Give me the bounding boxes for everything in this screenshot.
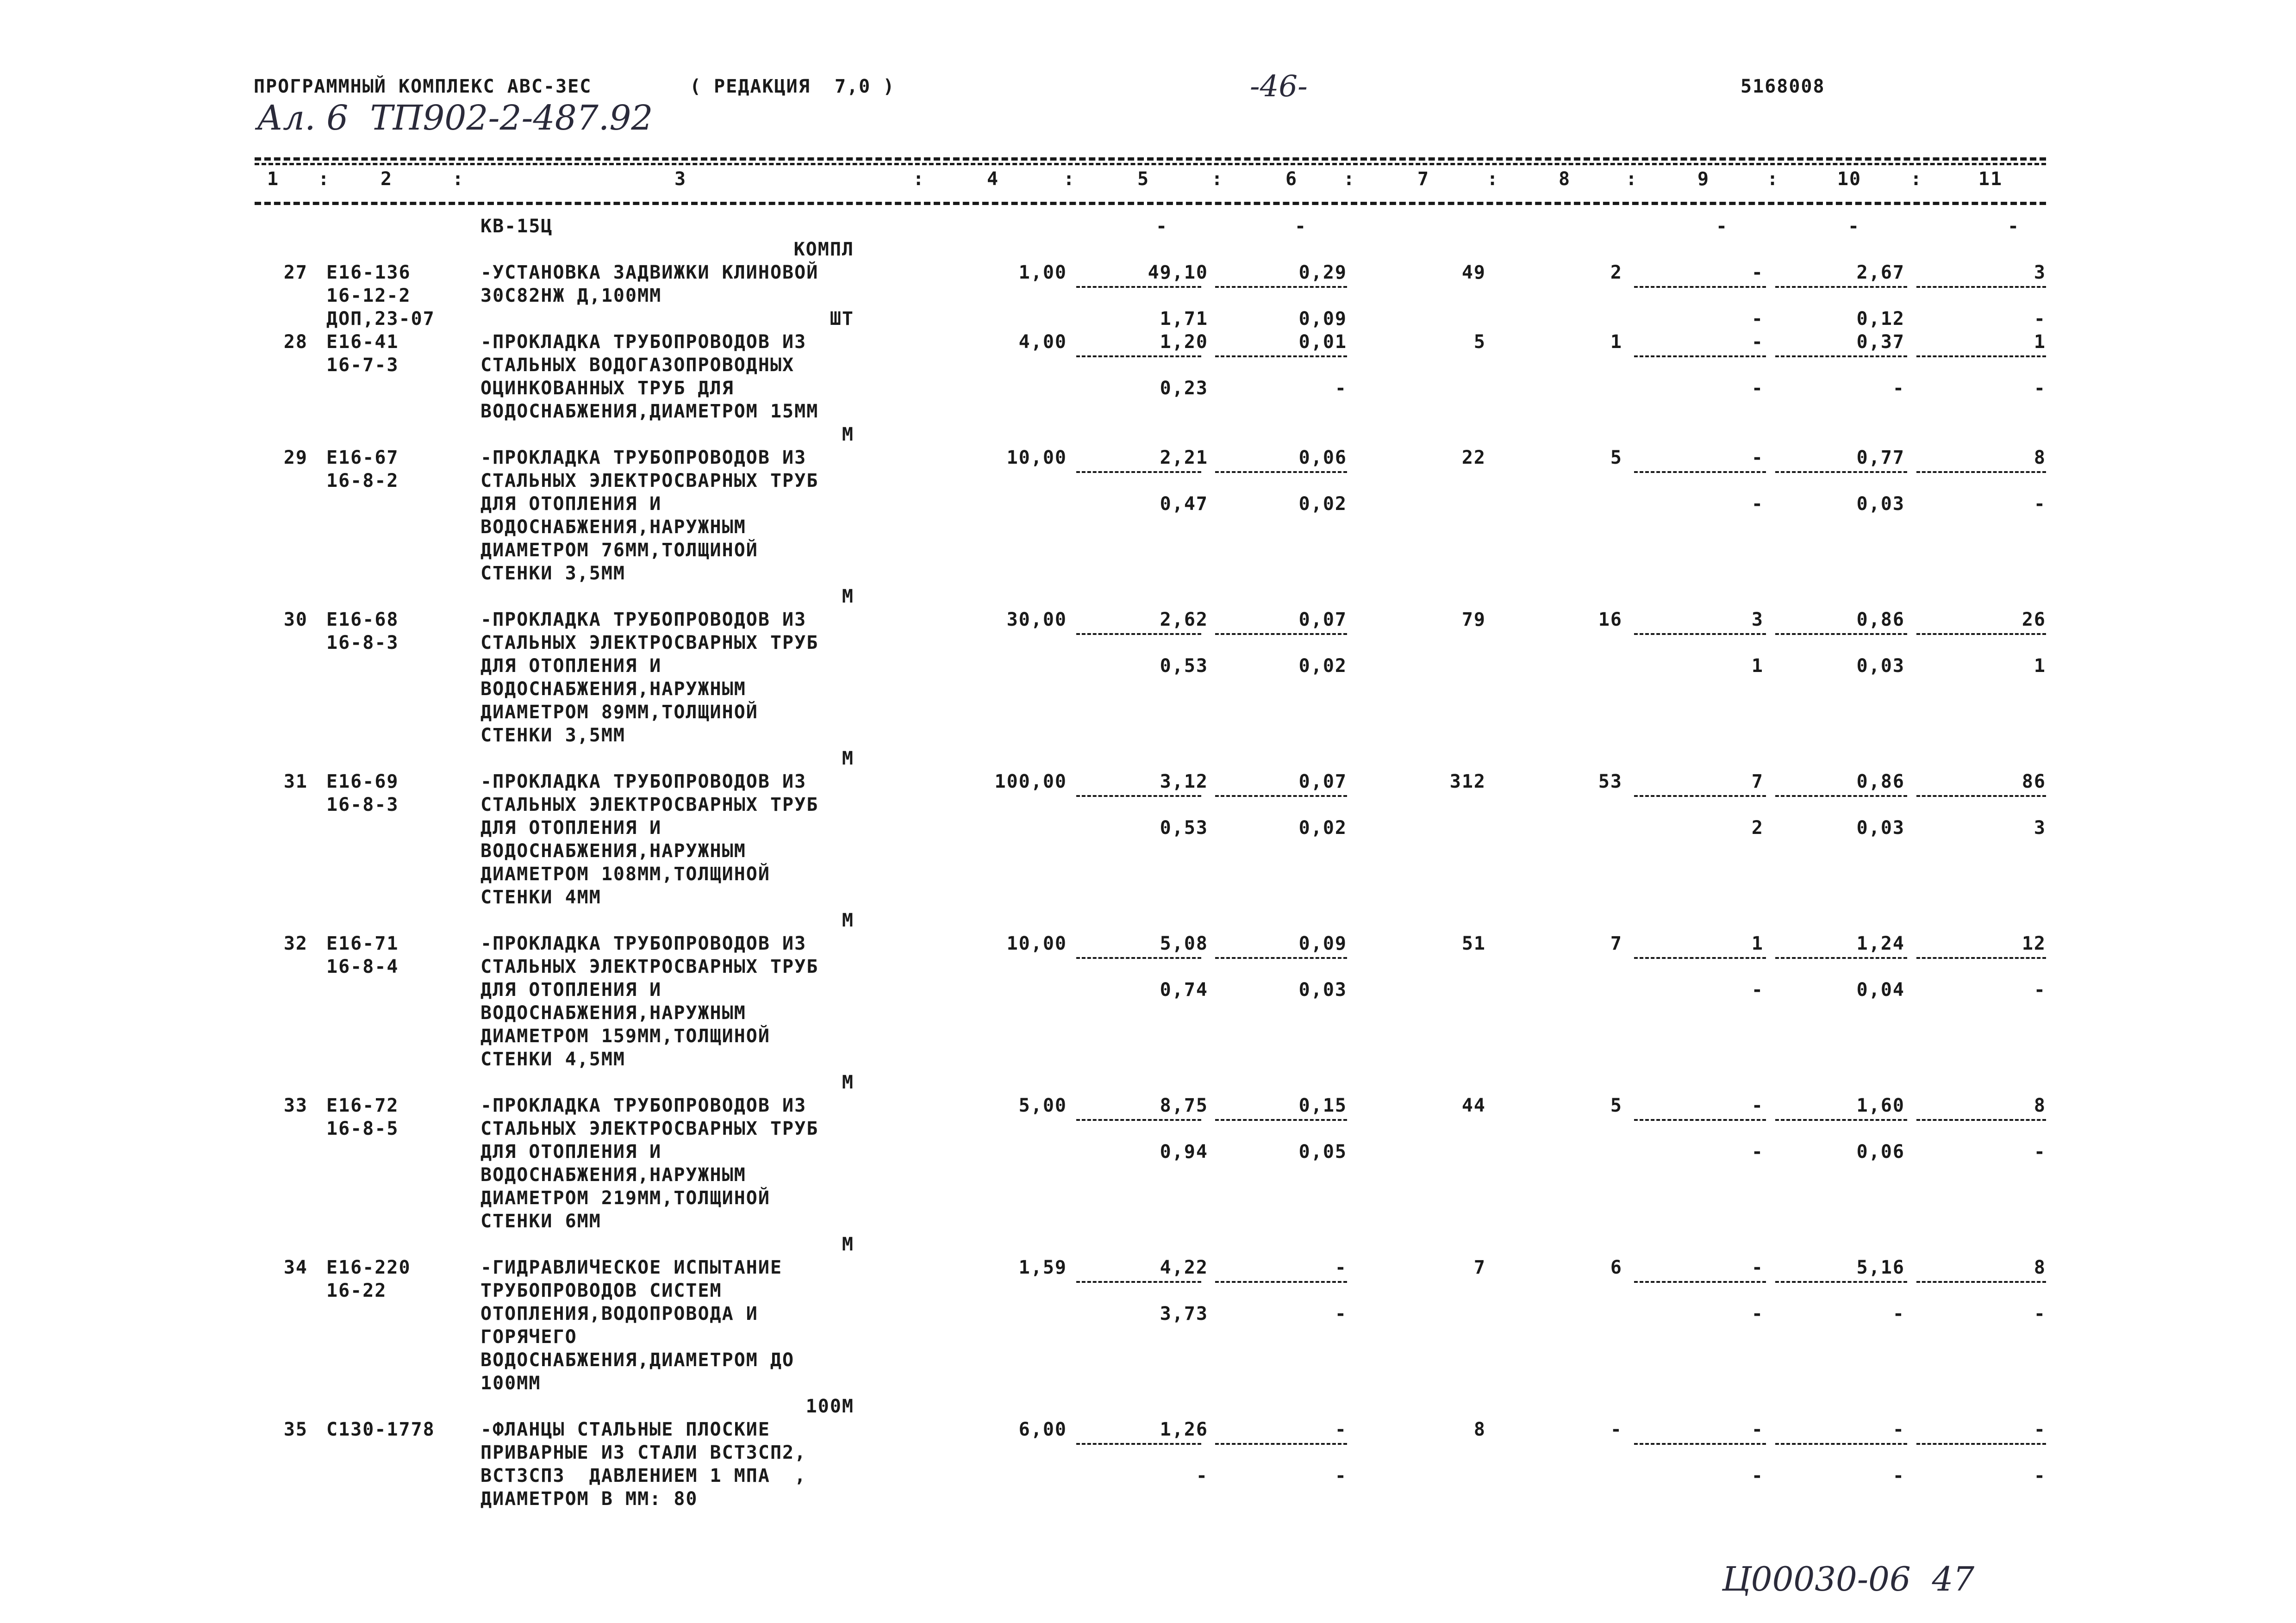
value-separator bbox=[1775, 957, 1907, 959]
value-separator bbox=[1215, 286, 1347, 288]
c5-bottom-value: 0,74 bbox=[1160, 979, 1208, 1001]
c5-bottom-value: 3,73 bbox=[1160, 1303, 1208, 1325]
row-description: ПРИВАРНЫЕ ИЗ СТАЛИ ВСТ3СП2, bbox=[480, 1442, 807, 1463]
column-header-10: 10 bbox=[1837, 168, 1862, 190]
column-divider: : bbox=[1625, 168, 1638, 190]
value-separator bbox=[1215, 957, 1347, 959]
value-separator bbox=[1215, 633, 1347, 635]
row-unit: М bbox=[842, 1072, 854, 1093]
c5-bottom-value: 0,47 bbox=[1160, 493, 1208, 515]
row-code: Е16-220 bbox=[326, 1257, 411, 1278]
column-divider: : bbox=[1211, 168, 1224, 190]
c6-bottom-value: - bbox=[1335, 1465, 1347, 1486]
row-description: СТАЛЬНЫХ ВОДОГАЗОПРОВОДНЫХ bbox=[480, 354, 795, 376]
c10-bottom-value: - bbox=[1892, 1465, 1905, 1486]
c9-top-value: - bbox=[1751, 447, 1764, 468]
c8-value: 5 bbox=[1610, 447, 1622, 468]
row-description: ДЛЯ ОТОПЛЕНИЯ И bbox=[480, 655, 662, 677]
c10-bottom-value: 0,03 bbox=[1856, 493, 1905, 515]
value-separator bbox=[1916, 471, 2046, 473]
value-separator bbox=[1076, 286, 1201, 288]
row-description: ГОРЯЧЕГО bbox=[480, 1326, 577, 1348]
row-number: 28 bbox=[283, 331, 308, 353]
c6-top-value: 0,01 bbox=[1298, 331, 1347, 353]
row-quantity: 30,00 bbox=[1006, 609, 1067, 630]
row-description: ДЛЯ ОТОПЛЕНИЯ И bbox=[480, 1141, 662, 1163]
row-code: Е16-41 bbox=[326, 331, 399, 353]
value-separator bbox=[1076, 355, 1201, 357]
c6-bottom-value: 0,02 bbox=[1298, 493, 1347, 515]
value-separator bbox=[1215, 1281, 1347, 1283]
c5-bottom-value: 1,71 bbox=[1160, 308, 1208, 330]
column-header-5: 5 bbox=[1137, 168, 1150, 190]
c8-value: 16 bbox=[1598, 609, 1622, 630]
row-description: СТАЛЬНЫХ ЭЛЕКТРОСВАРНЫХ ТРУБ bbox=[480, 470, 819, 491]
row-quantity: 5,00 bbox=[1018, 1095, 1067, 1116]
c9-bottom-value: - bbox=[1751, 493, 1764, 515]
column-header-3: 3 bbox=[674, 168, 687, 190]
c7-value: 49 bbox=[1461, 262, 1486, 283]
c10-bottom-value: - bbox=[1892, 378, 1905, 399]
value-separator bbox=[1775, 355, 1907, 357]
c11-bottom-value: - bbox=[2034, 1465, 2046, 1486]
row-description: ВОДОСНАБЖЕНИЯ,НАРУЖНЫМ bbox=[480, 516, 746, 538]
value-separator bbox=[1215, 1119, 1347, 1121]
c11-bottom-value: 3 bbox=[2034, 817, 2046, 839]
column-header-1: 1 bbox=[267, 168, 280, 190]
c9-top-value: - bbox=[1751, 331, 1764, 353]
row-description: КВ-15Ц bbox=[480, 216, 553, 237]
row-description: ДИАМЕТРОМ В ММ: 80 bbox=[480, 1488, 698, 1510]
col5-value: - bbox=[1155, 216, 1168, 237]
row-number: 35 bbox=[283, 1419, 308, 1440]
value-separator bbox=[1775, 1119, 1907, 1121]
value-separator bbox=[1215, 1443, 1347, 1445]
value-separator bbox=[1076, 633, 1201, 635]
row-description: ОТОПЛЕНИЯ,ВОДОПРОВОДА И bbox=[480, 1303, 758, 1325]
c5-bottom-value: - bbox=[1196, 1465, 1208, 1486]
c9-bottom-value: - bbox=[1751, 1465, 1764, 1486]
c5-top-value: 2,62 bbox=[1160, 609, 1208, 630]
c8-value: 2 bbox=[1610, 262, 1622, 283]
row-quantity: 1,59 bbox=[1018, 1257, 1067, 1278]
c7-value: 44 bbox=[1461, 1095, 1486, 1116]
value-separator bbox=[1076, 1443, 1201, 1445]
row-unit: 100М bbox=[805, 1396, 854, 1417]
c5-bottom-value: 0,94 bbox=[1160, 1141, 1208, 1163]
edition-label: ( РЕДАКЦИЯ 7,0 ) bbox=[690, 76, 895, 97]
c10-bottom-value: 0,04 bbox=[1856, 979, 1905, 1001]
c11-top-value: 26 bbox=[2021, 609, 2046, 630]
row-code: 16-8-5 bbox=[326, 1118, 399, 1139]
column-header-4: 4 bbox=[986, 168, 999, 190]
value-separator bbox=[1916, 355, 2046, 357]
c8-value: 7 bbox=[1610, 933, 1622, 954]
value-separator bbox=[1916, 1443, 2046, 1445]
c5-top-value: 1,26 bbox=[1160, 1419, 1208, 1440]
c9-bottom-value: 2 bbox=[1751, 817, 1764, 839]
row-description: ДИАМЕТРОМ 219ММ,ТОЛЩИНОЙ bbox=[480, 1188, 770, 1209]
row-description: СТЕНКИ 4ММ bbox=[480, 887, 601, 908]
row-description: -ПРОКЛАДКА ТРУБОПРОВОДОВ ИЗ bbox=[480, 933, 807, 954]
value-separator bbox=[1076, 1119, 1201, 1121]
row-description: ДЛЯ ОТОПЛЕНИЯ И bbox=[480, 817, 662, 839]
row-description: ДИАМЕТРОМ 89ММ,ТОЛЩИНОЙ bbox=[480, 702, 758, 723]
column-header-11: 11 bbox=[1978, 168, 2003, 190]
c8-value: - bbox=[1610, 1419, 1622, 1440]
c6-top-value: 0,15 bbox=[1298, 1095, 1347, 1116]
value-separator bbox=[1215, 355, 1347, 357]
row-code: 16-8-2 bbox=[326, 470, 399, 491]
c6-top-value: 0,09 bbox=[1298, 933, 1347, 954]
value-separator bbox=[1215, 471, 1347, 473]
value-separator bbox=[1916, 633, 2046, 635]
row-description: ВОДОСНАБЖЕНИЯ,НАРУЖНЫМ bbox=[480, 678, 746, 700]
c9-bottom-value: - bbox=[1751, 979, 1764, 1001]
row-description: 30С82НЖ Д,100ММ bbox=[480, 285, 662, 306]
col9-value: - bbox=[1716, 216, 1728, 237]
c5-top-value: 49,10 bbox=[1148, 262, 1208, 283]
row-description: СТАЛЬНЫХ ЭЛЕКТРОСВАРНЫХ ТРУБ bbox=[480, 794, 819, 815]
row-description: -ПРОКЛАДКА ТРУБОПРОВОДОВ ИЗ bbox=[480, 771, 807, 792]
row-unit: М bbox=[842, 748, 854, 769]
c5-top-value: 8,75 bbox=[1160, 1095, 1208, 1116]
c10-top-value: - bbox=[1892, 1419, 1905, 1440]
row-quantity: 1,00 bbox=[1018, 262, 1067, 283]
c5-top-value: 1,20 bbox=[1160, 331, 1208, 353]
col10-value: - bbox=[1847, 216, 1860, 237]
column-divider: : bbox=[1343, 168, 1356, 190]
c5-top-value: 2,21 bbox=[1160, 447, 1208, 468]
row-description: -ФЛАНЦЫ СТАЛЬНЫЕ ПЛОСКИЕ bbox=[480, 1419, 770, 1440]
c10-top-value: 0,77 bbox=[1856, 447, 1905, 468]
c5-bottom-value: 0,53 bbox=[1160, 817, 1208, 839]
value-separator bbox=[1775, 286, 1907, 288]
column-header-8: 8 bbox=[1558, 168, 1571, 190]
value-separator bbox=[1634, 633, 1766, 635]
row-code: Е16-67 bbox=[326, 447, 399, 468]
value-separator bbox=[1775, 1281, 1907, 1283]
row-description: ТРУБОПРОВОДОВ СИСТЕМ bbox=[480, 1280, 722, 1301]
c10-bottom-value: 0,03 bbox=[1856, 655, 1905, 677]
row-code: 16-8-3 bbox=[326, 632, 399, 653]
row-code: Е16-71 bbox=[326, 933, 399, 954]
row-code: 16-7-3 bbox=[326, 354, 399, 376]
value-separator bbox=[1634, 795, 1766, 797]
c8-value: 1 bbox=[1610, 331, 1622, 353]
column-header-7: 7 bbox=[1417, 168, 1430, 190]
column-header-9: 9 bbox=[1697, 168, 1710, 190]
c11-bottom-value: 1 bbox=[2034, 655, 2046, 677]
program-title: ПРОГРАММНЫЙ КОМПЛЕКС АВС-3ЕС bbox=[254, 76, 592, 97]
row-description: 100ММ bbox=[480, 1373, 541, 1394]
row-description: ВОДОСНАБЖЕНИЯ,НАРУЖНЫМ bbox=[480, 1164, 746, 1186]
c9-top-value: - bbox=[1751, 1095, 1764, 1116]
row-code: Е16-72 bbox=[326, 1095, 399, 1116]
value-separator bbox=[1076, 1281, 1201, 1283]
c6-bottom-value: - bbox=[1335, 378, 1347, 399]
c6-top-value: 0,29 bbox=[1298, 262, 1347, 283]
row-description: -ПРОКЛАДКА ТРУБОПРОВОДОВ ИЗ bbox=[480, 609, 807, 630]
c5-top-value: 3,12 bbox=[1160, 771, 1208, 792]
row-description: -ПРОКЛАДКА ТРУБОПРОВОДОВ ИЗ bbox=[480, 447, 807, 468]
row-code: 16-12-2 bbox=[326, 285, 411, 306]
table-top-rule-2 bbox=[255, 163, 2046, 165]
row-unit: М bbox=[842, 1234, 854, 1255]
value-separator bbox=[1076, 795, 1201, 797]
value-separator bbox=[1775, 633, 1907, 635]
row-number: 30 bbox=[283, 609, 308, 630]
column-divider: : bbox=[318, 168, 331, 190]
row-quantity: 10,00 bbox=[1006, 447, 1067, 468]
column-divider: : bbox=[1486, 168, 1499, 190]
value-separator bbox=[1775, 795, 1907, 797]
row-description: ВОДОСНАБЖЕНИЯ,НАРУЖНЫМ bbox=[480, 1002, 746, 1024]
row-description: ВОДОСНАБЖЕНИЯ,НАРУЖНЫМ bbox=[480, 840, 746, 862]
c6-top-value: - bbox=[1335, 1419, 1347, 1440]
row-code: С130-1778 bbox=[326, 1419, 435, 1440]
page-number: -46- bbox=[1250, 69, 1308, 104]
row-description: СТАЛЬНЫХ ЭЛЕКТРОСВАРНЫХ ТРУБ bbox=[480, 632, 819, 653]
c11-top-value: 1 bbox=[2034, 331, 2046, 353]
c10-top-value: 2,67 bbox=[1856, 262, 1905, 283]
row-number: 29 bbox=[283, 447, 308, 468]
value-separator bbox=[1634, 1281, 1766, 1283]
c5-top-value: 4,22 bbox=[1160, 1257, 1208, 1278]
c6-top-value: 0,07 bbox=[1298, 771, 1347, 792]
row-code: Е16-69 bbox=[326, 771, 399, 792]
c11-top-value: 86 bbox=[2021, 771, 2046, 792]
row-number: 32 bbox=[283, 933, 308, 954]
c11-top-value: 12 bbox=[2021, 933, 2046, 954]
row-number: 34 bbox=[283, 1257, 308, 1278]
row-description: -ГИДРАВЛИЧЕСКОЕ ИСПЫТАНИЕ bbox=[480, 1257, 783, 1278]
column-divider: : bbox=[912, 168, 925, 190]
handwritten-stamp: Ц00030-06 47 bbox=[1722, 1560, 1975, 1598]
row-unit: М bbox=[842, 424, 854, 445]
c8-value: 6 bbox=[1610, 1257, 1622, 1278]
c6-bottom-value: 0,05 bbox=[1298, 1141, 1347, 1163]
handwritten-reference: Ал. 6 ТП902-2-487.92 bbox=[257, 98, 653, 138]
row-code: 16-8-4 bbox=[326, 956, 399, 977]
c6-top-value: - bbox=[1335, 1257, 1347, 1278]
header-bottom-rule bbox=[255, 202, 2046, 205]
row-quantity: 4,00 bbox=[1018, 331, 1067, 353]
c6-bottom-value: 0,03 bbox=[1298, 979, 1347, 1001]
row-number: 33 bbox=[283, 1095, 308, 1116]
c7-value: 5 bbox=[1473, 331, 1486, 353]
value-separator bbox=[1634, 1119, 1766, 1121]
row-unit: М bbox=[842, 586, 854, 607]
column-divider: : bbox=[1910, 168, 1923, 190]
value-separator bbox=[1775, 471, 1907, 473]
value-separator bbox=[1916, 1119, 2046, 1121]
c11-bottom-value: - bbox=[2034, 378, 2046, 399]
c9-bottom-value: - bbox=[1751, 378, 1764, 399]
row-description: ДИАМЕТРОМ 76ММ,ТОЛЩИНОЙ bbox=[480, 540, 758, 561]
c11-bottom-value: - bbox=[2034, 979, 2046, 1001]
value-separator bbox=[1916, 795, 2046, 797]
row-description: ВОДОСНАБЖЕНИЯ,ДИАМЕТРОМ 15ММ bbox=[480, 401, 819, 422]
c10-top-value: 0,86 bbox=[1856, 609, 1905, 630]
row-description: ДЛЯ ОТОПЛЕНИЯ И bbox=[480, 493, 662, 515]
row-description: ДЛЯ ОТОПЛЕНИЯ И bbox=[480, 979, 662, 1001]
row-code: Е16-68 bbox=[326, 609, 399, 630]
c7-value: 79 bbox=[1461, 609, 1486, 630]
value-separator bbox=[1916, 1281, 2046, 1283]
row-description: СТЕНКИ 3,5ММ bbox=[480, 563, 625, 584]
c7-value: 312 bbox=[1449, 771, 1486, 792]
c9-top-value: - bbox=[1751, 262, 1764, 283]
value-separator bbox=[1775, 1443, 1907, 1445]
value-separator bbox=[1634, 471, 1766, 473]
row-description: -ПРОКЛАДКА ТРУБОПРОВОДОВ ИЗ bbox=[480, 331, 807, 353]
c9-bottom-value: - bbox=[1751, 1303, 1764, 1325]
c11-top-value: 8 bbox=[2034, 1095, 2046, 1116]
c10-top-value: 0,37 bbox=[1856, 331, 1905, 353]
value-separator bbox=[1634, 957, 1766, 959]
c6-top-value: 0,06 bbox=[1298, 447, 1347, 468]
c10-bottom-value: - bbox=[1892, 1303, 1905, 1325]
c8-value: 53 bbox=[1598, 771, 1622, 792]
doc-code: 5168008 bbox=[1741, 76, 1825, 97]
row-description: ВСТ3СП3 ДАВЛЕНИЕМ 1 МПА , bbox=[480, 1465, 807, 1486]
c6-bottom-value: 0,09 bbox=[1298, 308, 1347, 330]
value-separator bbox=[1634, 1443, 1766, 1445]
c6-bottom-value: - bbox=[1335, 1303, 1347, 1325]
c11-bottom-value: - bbox=[2034, 1303, 2046, 1325]
table-top-rule bbox=[255, 157, 2046, 161]
c9-bottom-value: - bbox=[1751, 1141, 1764, 1163]
value-separator bbox=[1916, 957, 2046, 959]
column-divider: : bbox=[1766, 168, 1779, 190]
row-description: СТЕНКИ 3,5ММ bbox=[480, 725, 625, 746]
row-description: ВОДОСНАБЖЕНИЯ,ДИАМЕТРОМ ДО bbox=[480, 1349, 795, 1371]
c10-top-value: 1,24 bbox=[1856, 933, 1905, 954]
row-unit: ШТ bbox=[830, 308, 854, 330]
row-description: -ПРОКЛАДКА ТРУБОПРОВОДОВ ИЗ bbox=[480, 1095, 807, 1116]
row-quantity: 100,00 bbox=[994, 771, 1067, 792]
c11-top-value: 8 bbox=[2034, 447, 2046, 468]
value-separator bbox=[1215, 795, 1347, 797]
row-code: Е16-136 bbox=[326, 262, 411, 283]
row-description: СТАЛЬНЫХ ЭЛЕКТРОСВАРНЫХ ТРУБ bbox=[480, 956, 819, 977]
c9-top-value: - bbox=[1751, 1419, 1764, 1440]
c5-top-value: 5,08 bbox=[1160, 933, 1208, 954]
c10-bottom-value: 0,12 bbox=[1856, 308, 1905, 330]
row-description: ДИАМЕТРОМ 108ММ,ТОЛЩИНОЙ bbox=[480, 864, 770, 885]
row-description: ДИАМЕТРОМ 159ММ,ТОЛЩИНОЙ bbox=[480, 1026, 770, 1047]
c6-bottom-value: 0,02 bbox=[1298, 817, 1347, 839]
c9-top-value: - bbox=[1751, 1257, 1764, 1278]
c9-bottom-value: - bbox=[1751, 308, 1764, 330]
c11-bottom-value: - bbox=[2034, 1141, 2046, 1163]
value-separator bbox=[1916, 286, 2046, 288]
c11-top-value: 3 bbox=[2034, 262, 2046, 283]
c7-value: 51 bbox=[1461, 933, 1486, 954]
c5-bottom-value: 0,53 bbox=[1160, 655, 1208, 677]
row-description: СТЕНКИ 4,5ММ bbox=[480, 1049, 625, 1070]
row-description: СТАЛЬНЫХ ЭЛЕКТРОСВАРНЫХ ТРУБ bbox=[480, 1118, 819, 1139]
c10-bottom-value: 0,03 bbox=[1856, 817, 1905, 839]
row-number: 27 bbox=[283, 262, 308, 283]
c9-top-value: 7 bbox=[1751, 771, 1764, 792]
c7-value: 8 bbox=[1473, 1419, 1486, 1440]
c11-top-value: 8 bbox=[2034, 1257, 2046, 1278]
c7-value: 22 bbox=[1461, 447, 1486, 468]
row-code: ДОП,23-07 bbox=[326, 308, 435, 330]
c6-bottom-value: 0,02 bbox=[1298, 655, 1347, 677]
c10-top-value: 5,16 bbox=[1856, 1257, 1905, 1278]
row-description: СТЕНКИ 6ММ bbox=[480, 1211, 601, 1232]
c8-value: 5 bbox=[1610, 1095, 1622, 1116]
c11-top-value: - bbox=[2034, 1419, 2046, 1440]
row-number: 31 bbox=[283, 771, 308, 792]
c9-top-value: 3 bbox=[1751, 609, 1764, 630]
value-separator bbox=[1634, 355, 1766, 357]
column-header-2: 2 bbox=[380, 168, 393, 190]
c7-value: 7 bbox=[1473, 1257, 1486, 1278]
c11-bottom-value: - bbox=[2034, 493, 2046, 515]
col11-value: - bbox=[2007, 216, 2020, 237]
c9-top-value: 1 bbox=[1751, 933, 1764, 954]
row-description: -УСТАНОВКА ЗАДВИЖКИ КЛИНОВОЙ bbox=[480, 262, 819, 283]
row-unit: М bbox=[842, 910, 854, 931]
value-separator bbox=[1076, 471, 1201, 473]
row-code: 16-8-3 bbox=[326, 794, 399, 815]
c9-bottom-value: 1 bbox=[1751, 655, 1764, 677]
row-description: ОЦИНКОВАННЫХ ТРУБ ДЛЯ bbox=[480, 378, 734, 399]
value-separator bbox=[1076, 957, 1201, 959]
row-unit: КОМПЛ bbox=[793, 239, 854, 260]
col6-value: - bbox=[1294, 216, 1307, 237]
c10-top-value: 0,86 bbox=[1856, 771, 1905, 792]
c10-bottom-value: 0,06 bbox=[1856, 1141, 1905, 1163]
row-code: 16-22 bbox=[326, 1280, 387, 1301]
c11-bottom-value: - bbox=[2034, 308, 2046, 330]
row-quantity: 6,00 bbox=[1018, 1419, 1067, 1440]
c6-top-value: 0,07 bbox=[1298, 609, 1347, 630]
c10-top-value: 1,60 bbox=[1856, 1095, 1905, 1116]
row-quantity: 10,00 bbox=[1006, 933, 1067, 954]
column-divider: : bbox=[452, 168, 465, 190]
column-header-6: 6 bbox=[1285, 168, 1298, 190]
column-divider: : bbox=[1063, 168, 1076, 190]
value-separator bbox=[1634, 286, 1766, 288]
c5-bottom-value: 0,23 bbox=[1160, 378, 1208, 399]
